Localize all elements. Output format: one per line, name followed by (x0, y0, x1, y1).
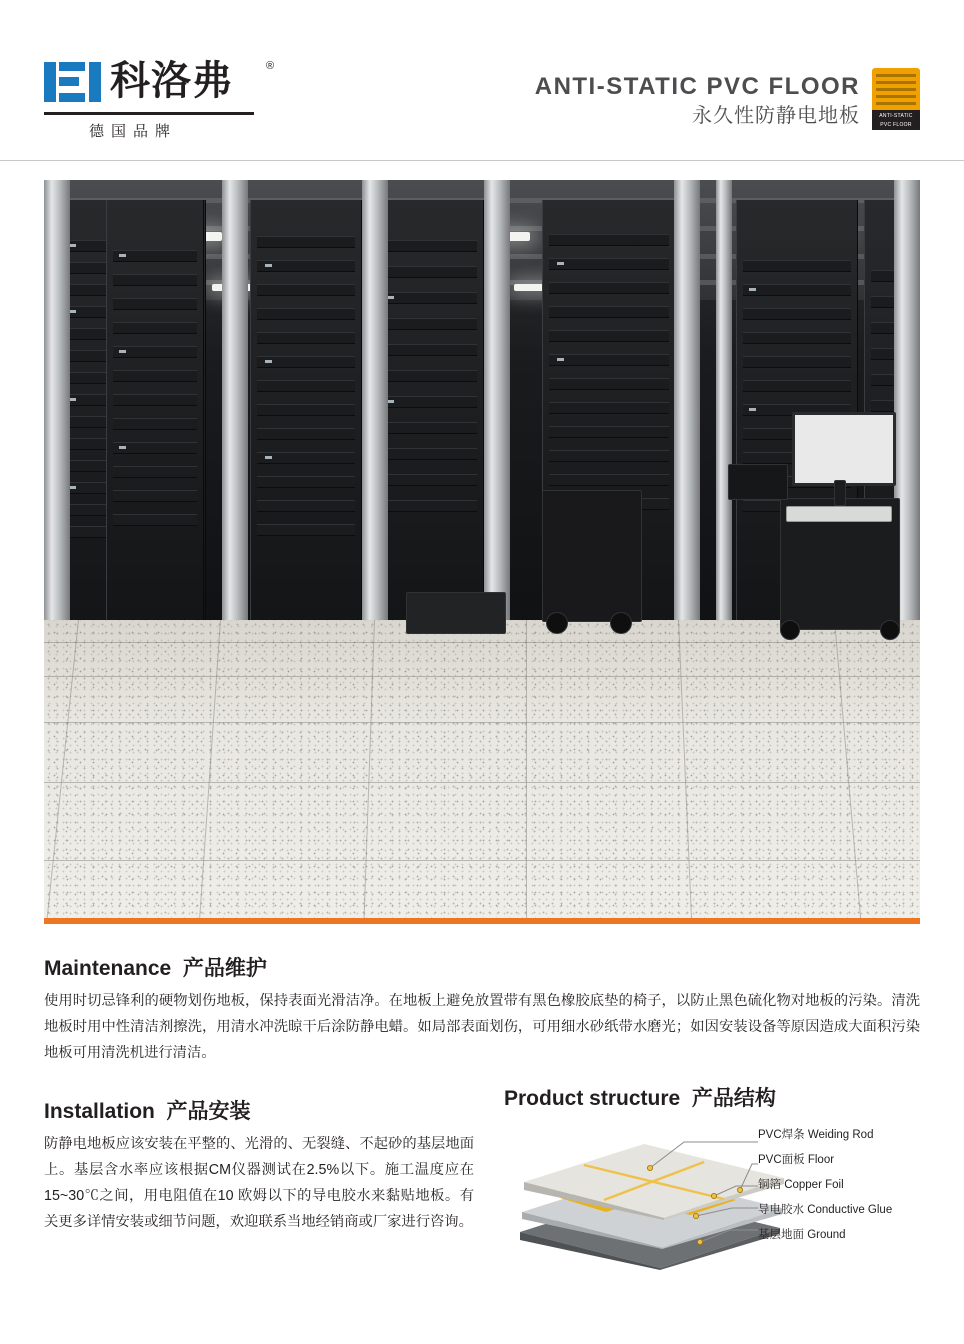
anti-static-badge-icon (872, 68, 920, 130)
structure-heading-en: Product structure (504, 1087, 681, 1110)
server-misc (728, 464, 788, 500)
structure-label-list (758, 1128, 958, 1253)
equipment-cart (542, 490, 642, 622)
structure-label-weld-rod: PVC焊条 Weiding Rod (758, 1129, 874, 1141)
installation-heading (44, 1095, 251, 1125)
cart-wheel-left (546, 612, 568, 634)
keyboard (786, 506, 892, 522)
installation-paragraph: 防静电地板应该安装在平整的、光滑的、无裂缝、不起砂的基层地面上。基层含水率应该根据CM仪器测试在2.5%以下。施工温度应在15~30℃之间，用电阻值在10 欧姆以下的导电胶水来黏贴地板。有关更多详情安装或细节问题，欢迎联系当地经销商或厂家进行咨询。 (44, 1136, 474, 1230)
maintenance-heading-en: Maintenance (44, 957, 172, 980)
cart-wheel-ws-left (780, 620, 800, 640)
badge-line-1: ANTI-STATIC (879, 113, 913, 119)
logo-divider (44, 112, 254, 115)
structure-label-ground: 基层地面 Ground (758, 1229, 846, 1241)
hero-accent-bar (44, 918, 920, 924)
brand-tagline: 德国品牌 (89, 123, 178, 140)
hero-photo-datacenter (44, 180, 920, 922)
cart-wheel-ws-right (880, 620, 900, 640)
brand-name-cn: 科洛弗 (110, 59, 233, 103)
header-title-en: ANTI-STATIC PVC FLOOR (534, 73, 860, 100)
installation-heading-en: Installation (44, 1100, 155, 1123)
hero-antistatic-floor (44, 620, 920, 922)
structure-heading (504, 1082, 776, 1112)
maintenance-heading-cn: 产品维护 (182, 957, 267, 980)
installation-heading-cn: 产品安装 (166, 1100, 251, 1123)
cart-wheel-right (610, 612, 632, 634)
maintenance-paragraph: 使用时切忌锋利的硬物划伤地板，保持表面光滑洁净。在地板上避免放置带有黑色橡胶底垫的椅子，以防止黑色硫化物对地板的污染。清洗地板时用中性清洁剂擦洗，用清水冲洗晾干后涂防静电蜡。如局部表面划伤，可用细水砂纸带水磨光；如因安装设备等原因造成大面积污染地板可用清洗机进行清洁。 (44, 993, 920, 1061)
structure-label-copper-foil: 铜箔 Copper Foil (758, 1179, 844, 1191)
header-title-block (535, 72, 860, 130)
header-bottom-rule (0, 160, 964, 161)
registered-trademark-icon: ® (266, 60, 275, 72)
workstation-monitor (792, 412, 896, 486)
page-header (0, 0, 964, 166)
structure-label-conductive-glue: 导电胶水 Conductive Glue (758, 1204, 893, 1216)
maintenance-heading (44, 952, 267, 982)
badge-line-2: PVC FLOOR (880, 122, 912, 128)
structure-heading-cn: 产品结构 (691, 1087, 776, 1110)
structure-label-floor: PVC面板 Floor (758, 1154, 835, 1166)
clover-logo-icon (44, 62, 102, 102)
monitor-stand (834, 480, 846, 506)
brand-logo (44, 59, 275, 152)
floor-crate (406, 592, 506, 634)
header-title-cn: 永久性防静电地板 (692, 105, 860, 127)
